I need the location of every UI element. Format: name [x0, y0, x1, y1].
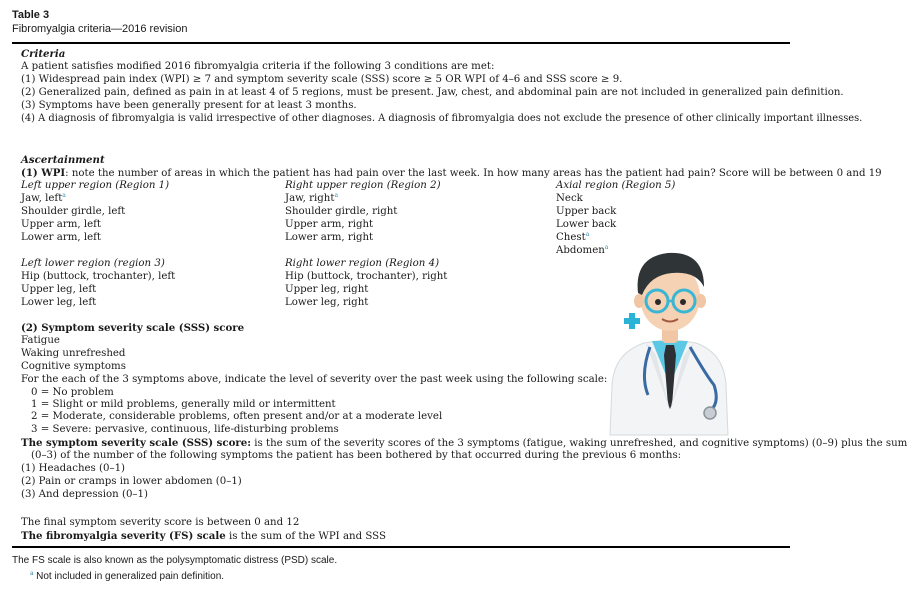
region-item: Hip (buttock, trochanter), left: [21, 271, 176, 282]
bottom-rule: [12, 546, 790, 548]
region-item: Lower arm, right: [285, 232, 374, 243]
region-title-left-lower: Left lower region (region 3): [21, 258, 165, 269]
wpi-label: (1) WPI: [21, 167, 66, 179]
footnote-marker: a: [604, 244, 609, 251]
region-item: Lower leg, left: [21, 297, 97, 308]
footnote-text: Not included in generalized pain definition.: [33, 571, 225, 582]
sss-symptom: Cognitive symptoms: [21, 361, 126, 372]
sss-heading: (2) Symptom severity scale (SSS) score: [21, 322, 245, 334]
criteria-heading: Criteria: [21, 48, 66, 60]
sss-final: The final symptom severity score is between 0 and 12: [21, 517, 300, 528]
fs-line: [21, 530, 386, 543]
region-item: Upper arm, right: [285, 219, 374, 230]
sss-symptom: Fatigue: [21, 335, 60, 346]
region-title-right-upper: Right upper region (Region 2): [285, 180, 441, 191]
sss-scale-item: 2 = Moderate, considerable problems, often present and/or at a moderate level: [31, 411, 443, 422]
footnote-marker: a: [30, 571, 34, 577]
sss-score-label: The symptom severity scale (SSS) score:: [21, 437, 252, 449]
region-item: Upper back: [556, 206, 617, 217]
region-item: Shoulder girdle, right: [285, 206, 398, 217]
region-item: Chest$^a$: [556, 231, 590, 243]
region-item: Hip (buttock, trochanter), right: [285, 271, 448, 282]
wpi-text: : note the number of areas in which the patient has had pain over the last week. In how many areas has the patient had pain? Score will be between 0 and 19: [65, 168, 882, 179]
fs-label: The fibromyalgia severity (FS) scale: [21, 530, 226, 542]
region-title-axial: Axial region (Region 5): [556, 180, 676, 191]
region-item: Abdomen$^a$: [556, 244, 609, 256]
region-item: Upper leg, right: [285, 284, 369, 295]
footnote-marker: a: [334, 192, 339, 199]
wpi-line: [21, 167, 882, 180]
region-item: Jaw, right$^a$: [285, 192, 339, 204]
criteria-item: (3) Symptoms have been generally present for at least 3 months.: [21, 100, 357, 111]
fs-text: is the sum of the WPI and SSS: [225, 531, 386, 542]
ascertainment-heading: Ascertainment: [21, 154, 105, 166]
criteria-item: (2) Generalized pain, defined as pain in at least 4 of 5 regions, must be present. Jaw, chest, and abdominal pain are not included in generalized pain definition.: [21, 87, 844, 98]
sss-extra-item: (2) Pain or cramps in lower abdomen (0–1): [21, 476, 242, 487]
region-item: Upper arm, left: [21, 219, 101, 230]
sss-scale-item: 0 = No problem: [31, 387, 114, 398]
sss-extra-item: (1) Headaches (0–1): [21, 463, 126, 474]
region-item: Jaw, left$^a$: [21, 192, 66, 204]
footnote-marker: a: [585, 231, 590, 238]
region-item: Upper leg, left: [21, 284, 97, 295]
psd-note: The FS scale is also known as the polysymptomatic distress (PSD) scale.: [12, 555, 338, 566]
criteria-intro: A patient satisfies modified 2016 fibromyalgia criteria if the following 3 conditions are met:: [21, 61, 495, 72]
sss-score-text-continued: (0–3) of the number of the following symptoms the patient has been bothered by that occurred during the previous 6 months:: [31, 450, 682, 461]
criteria-item: (4) A diagnosis of fibromyalgia is valid irrespective of other diagnoses. A diagnosis of fibromyalgia does not exclude the presence of other clinically important illnesses.: [21, 113, 863, 124]
sss-scale-item: 3 = Severe: pervasive, continuous, life-disturbing problems: [31, 424, 339, 435]
sss-score-text: is the sum of the severity scores of the 3 symptoms (fatigue, waking unrefreshed, and cognitive symptoms) (0–9) plus the sum: [251, 438, 907, 449]
doctor-illustration: [592, 235, 742, 435]
region-item: Lower leg, right: [285, 297, 369, 308]
table-title: Fibromyalgia criteria—2016 revision: [12, 23, 188, 35]
footnote: [30, 571, 224, 583]
table-label: Table 3: [12, 9, 50, 21]
region-title-right-lower: Right lower region (Region 4): [285, 258, 440, 269]
medical-cross-icon: [624, 313, 640, 329]
region-item: Lower back: [556, 219, 617, 230]
sss-extra-item: (3) And depression (0–1): [21, 489, 148, 500]
sss-score-line: [21, 437, 907, 450]
region-item: Lower arm, left: [21, 232, 101, 243]
region-item: Neck: [556, 193, 583, 204]
top-rule: [12, 42, 790, 44]
footnote-marker: a: [62, 192, 66, 199]
criteria-item: (1) Widespread pain index (WPI) ≥ 7 and symptom severity scale (SSS) score ≥ 5 OR WPI of 4–6 and SSS score ≥ 9.: [21, 74, 623, 85]
region-title-left-upper: Left upper region (Region 1): [21, 180, 170, 191]
sss-symptom: Waking unrefreshed: [21, 348, 126, 359]
sss-scale-item: 1 = Slight or mild problems, generally mild or intermittent: [31, 399, 336, 410]
region-item: Shoulder girdle, left: [21, 206, 126, 217]
sss-instruction: For the each of the 3 symptoms above, indicate the level of severity over the past week using the following scale:: [21, 374, 608, 385]
